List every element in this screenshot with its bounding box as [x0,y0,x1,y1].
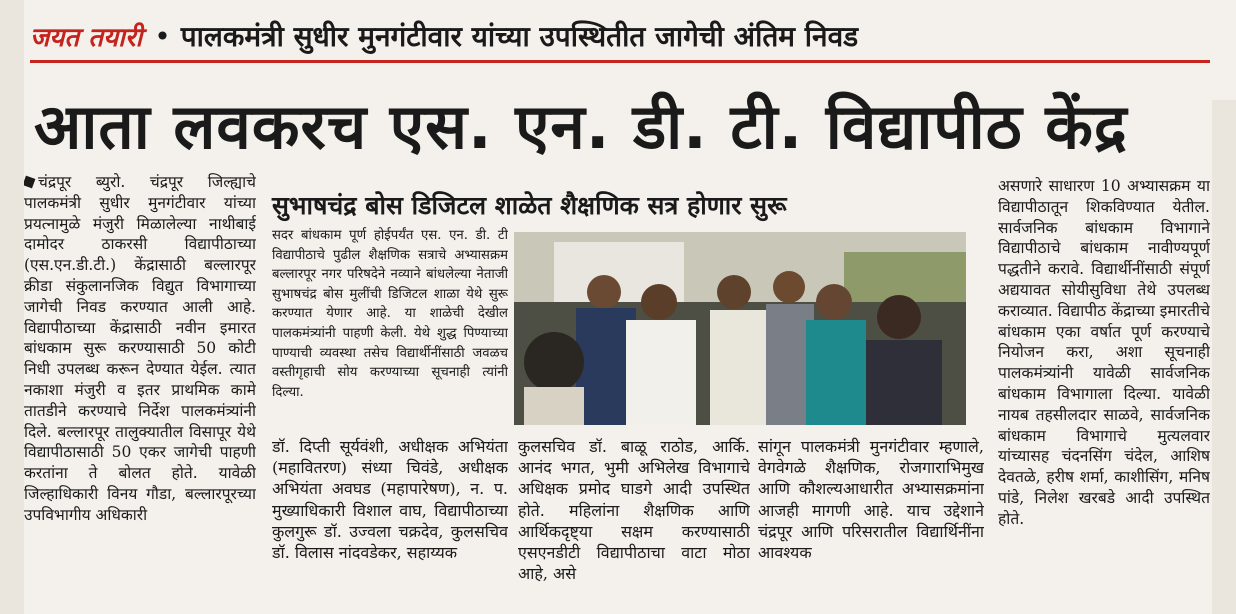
column-4-text: सांगून पालकमंत्री मुनगंटीवार म्हणाले, वेगवेगळे शैक्षणिक, रोजगाराभिमुख आणि कौशल्यआधारीत अभ्यासक्रमांना आजही मागणी आहे. याच उद्देशाने चंद्रपूर आणि परिसरातील विद्यार्थिनींना आवश्यक [758,437,984,563]
article-column-1 [24,172,256,608]
box-paragraph: सदर बांधकाम पूर्ण होईपर्यंत एस. एन. डी. टी विद्यापीठाचे पुढील शैक्षणिक सत्राचे अभ्यासक्रम बल्लारपूर नगर परिषदेने नव्याने बांधलेल्या नेताजी सुभाषचंद्र बोस मुलींची डिजिटल शाळा येथे सुरू करण्यात येणार आहे. या शाळेची देखील पालकमंत्र्यांनी पाहणी केली. येथे शुद्ध पिण्याच्या पाण्याची व्यवस्था तसेच विद्यार्थीनींसाठी जवळच वस्तीगृहाची सोय करण्याच्या सूचनाही त्यांनी दिल्या. [272,228,508,400]
column-5-text: असणारे साधारण 10 अभ्यासक्रम या विद्यापीठातून शिकविण्यात येतील. सार्वजनिक बांधकाम विभागाने विद्यापीठाचे बांधकाम नावीण्यपूर्ण पद्धतीने करावे. विद्यार्थीनींसाठी संपूर्ण अद्ययावत सोयीसुविधा तेथे उपलब्ध कराव्यात. विद्यापीठ केंद्राच्या इमारतीचे बांधकाम एका वर्षात पूर्ण करण्याचे नियोजन करा, अशा सूचनाही पालकमंत्र्यांनी यावेळी सार्वजनिक बांधकाम विभागाला दिल्या. यावेळी नायब तहसीलदार साळवे, सार्वजनिक बांधकाम विभागाचे मुत्यलवार यांच्यासह चंदनसिंग चंदेल, आशिष देवतळे, हरीष शर्मा, काशीसिंग, मनिष पांडे, निलेश खरबडे आदी उपस्थित होते. [998,177,1210,528]
kicker-bullet: • [154,19,171,53]
photo-illustration [514,232,966,425]
event-photo [514,232,966,425]
red-rule [30,60,1210,63]
adjacent-page-edge-left [0,0,24,614]
boxed-text [272,226,508,426]
kicker-subheading: पालकमंत्री सुधीर मुनगंटीवार यांच्या उपस्थितीत जागेची अंतिम निवड [180,20,859,53]
article-column-3 [518,436,750,608]
article-column-4 [758,436,984,608]
kicker-line [30,14,1030,58]
column-2-text: डॉ. दिप्ती सूर्यवंशी, अधीक्षक अभियंता (महावितरण) संध्या चिवंडे, अधीक्षक अभियंता अवघड (महापारेषण), न. प. मुख्याधिकारी विशाल वाघ, विद्यापीठाच्या कुलगुरू डॉ. उज्वला चक्रदेव, कुलसचिव डॉ. विलास नांदवडेकर, सहाय्यक [272,437,508,563]
article-column-2 [272,436,508,608]
byline-marker [24,176,35,189]
column-1-text: चंद्रपूर ब्युरो. चंद्रपूर जिल्ह्याचे पालकमंत्री सुधीर मुनगंटीवार यांच्या प्रयत्नामुळे मंजुरी मिळालेल्या नाथीबाई दामोदर ठाकरसी विद्यापीठाच्या (एस.एन.डी.टी.) केंद्रासाठी बल्लारपूर क्रीडा संकुलानजिक विद्युत विभागाच्या जागेची निवड करण्यात आली आहे. विद्यापीठाच्या केंद्रासाठी नवीन इमारत बांधकाम सुरू करण्यासाठी 50 कोटी निधी उपलब्ध करून देण्यात येईल. त्यात नकाशा मंजुरी व इतर प्राथमिक कामे तातडीने करण्याचे निर्देश पालकमंत्र्यांनी दिले. बल्लारपूर तालुक्यातील विसापूर येथे विद्यापीठासाठी 50 एकर जागेची पाहणी करतांना ते बोलत होते. यावेळी जिल्हाधिकारी विनय गौडा, बल्लारपूरच्या उपविभागीय अधिकारी [24,173,256,524]
adjacent-page-edge-right [1212,100,1236,614]
column-3-text: कुलसचिव डॉ. बाळू राठोड, आर्कि. आनंद भगत, भुमी अभिलेख विभागाचे अधिक्षक प्रमोद घाडगे आदी उपस्थित होते. महिलांना शैक्षणिक आणि आर्थिकदृष्ट्या सक्षम करण्यासाठी एसएनडीटी विद्यापीठाचा वाटा मोठा आहे, असे [518,437,750,584]
subheadline: सुभाषचंद्र बोस डिजिटल शाळेत शैक्षणिक सत्र होणार सुरू [272,191,787,220]
article-column-5 [998,176,1210,608]
headline: आता लवकरच एस. एन. डी. टी. विद्यापीठ केंद्र [34,90,1128,163]
kicker-tag: जयत तयारी [30,23,143,53]
